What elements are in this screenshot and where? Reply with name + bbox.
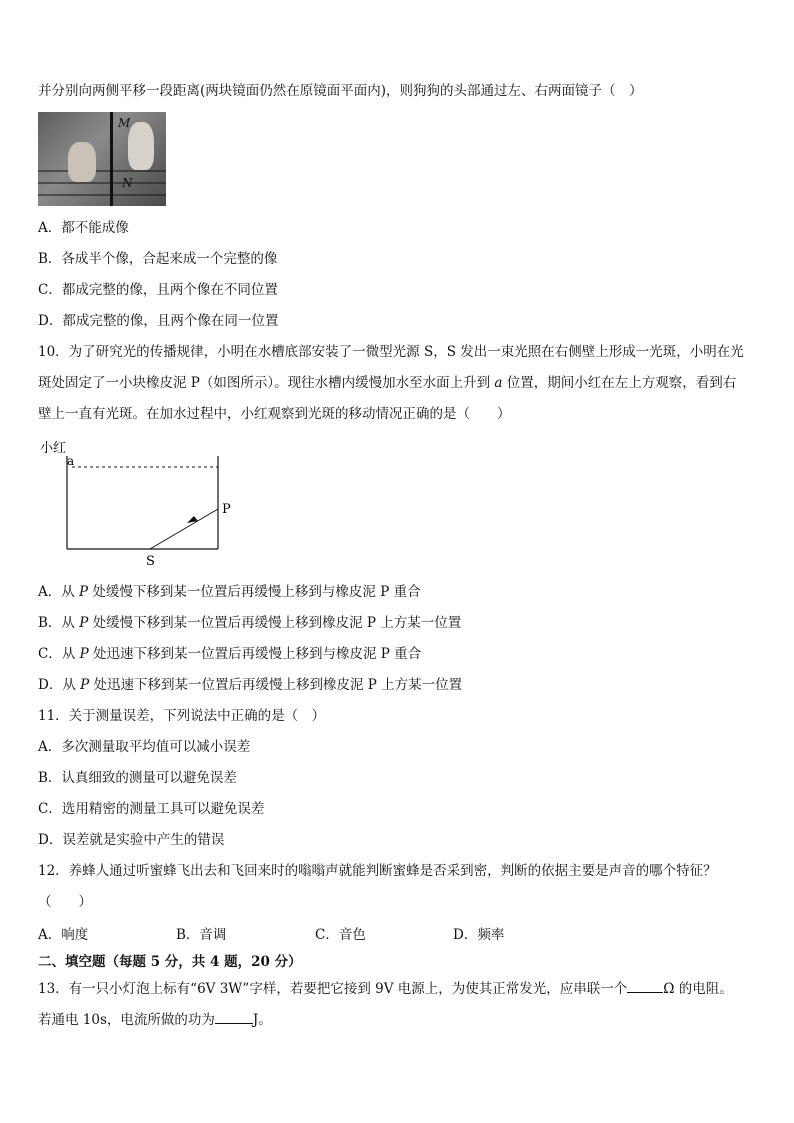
q13-blank-work[interactable] bbox=[215, 1009, 253, 1024]
q9-photo-dog-mirror bbox=[38, 112, 166, 206]
q9-option-d[interactable]: D．都成完整的像，且两个像在同一位置 bbox=[38, 313, 279, 329]
q13-line1: 13．有一只小灯泡上标有“6V 3W”字样，若要把它接到 9V 电源上，为使其正常发光，应串联一个 Ω 的电阻。 bbox=[38, 978, 758, 998]
q11-option-c[interactable]: C．选用精密的测量工具可以避免误差 bbox=[38, 801, 265, 817]
q10-tank-diagram bbox=[36, 436, 246, 572]
q11-option-b[interactable]: B．认真细致的测量可以避免误差 bbox=[38, 770, 237, 786]
q10-stem-line2: 斑处固定了一小块橡皮泥 P（如图所示）。现往水槽内缓慢加水至水面上升到 a 位置，期间小红在左上方观察，看到右 bbox=[38, 375, 737, 391]
mirror-line bbox=[110, 112, 113, 206]
q9-label-m: M bbox=[118, 116, 131, 130]
q12-paren: （ ） bbox=[38, 894, 92, 910]
q10-label-a: a bbox=[67, 454, 75, 468]
section2-heading: 二、填空题（每题 5 分，共 4 题，20 分） bbox=[38, 954, 302, 970]
q10-stem-line1: 10．为了研究光的传播规律，小明在水槽底部安装了一微型光源 S，S 发出一束光照在右侧壁上形成一光斑，小明在光 bbox=[38, 344, 744, 360]
q10-label-p: P bbox=[222, 502, 231, 517]
q10-option-a[interactable]: A．从 P 处缓慢下移到某一位置后再缓慢上移到与橡皮泥 P 重合 bbox=[38, 584, 421, 600]
q12-option-d[interactable]: D．频率 bbox=[453, 927, 505, 943]
q9-option-c[interactable]: C．都成完整的像，且两个像在不同位置 bbox=[38, 282, 278, 298]
light-ray bbox=[150, 509, 218, 549]
q10-label-s: S bbox=[146, 554, 155, 569]
q9-option-b[interactable]: B．各成半个像，合起来成一个完整的像 bbox=[38, 251, 278, 267]
q9-stem-tail: 并分别向两侧平移一段距离(两块镜面仍然在原镜面平面内)，则狗狗的头部通过左、右两面镜子（ ） bbox=[38, 83, 643, 99]
q10-stem-line3: 壁上一直有光斑。在加水过程中，小红观察到光斑的移动情况正确的是（ ） bbox=[38, 406, 511, 422]
q12-option-c[interactable]: C．音色 bbox=[315, 927, 366, 943]
q10-option-d[interactable]: D．从 P 处迅速下移到某一位置后再缓慢上移到橡皮泥 P 上方某一位置 bbox=[38, 677, 463, 693]
q10-label-observer: 小红 bbox=[40, 441, 67, 456]
q13-line2: 若通电 10s，电流所做的功为 J。 bbox=[38, 1009, 272, 1029]
q12-stem: 12．养蜂人通过听蜜蜂飞出去和飞回来时的嗡嗡声就能判断蜜蜂是否采到密，判断的依据主要是声音的哪个特征？ bbox=[38, 863, 717, 879]
q9-label-n: N bbox=[122, 176, 133, 190]
q12-option-a[interactable]: A．响度 bbox=[38, 927, 89, 943]
q11-option-d[interactable]: D．误差就是实验中产生的错误 bbox=[38, 832, 225, 848]
q13-blank-resistance[interactable] bbox=[627, 978, 663, 993]
q11-stem: 11．关于测量误差，下列说法中正确的是（ ） bbox=[38, 708, 326, 724]
q11-option-a[interactable]: A．多次测量取平均值可以减小误差 bbox=[38, 739, 251, 755]
q10-option-c[interactable]: C．从 P 处迅速下移到某一位置后再缓慢上移到与橡皮泥 P 重合 bbox=[38, 646, 422, 662]
q12-option-b[interactable]: B．音调 bbox=[176, 927, 227, 943]
q9-option-a[interactable]: A．都不能成像 bbox=[38, 220, 129, 236]
q10-option-b[interactable]: B．从 P 处缓慢下移到某一位置后再缓慢上移到橡皮泥 P 上方某一位置 bbox=[38, 615, 462, 631]
